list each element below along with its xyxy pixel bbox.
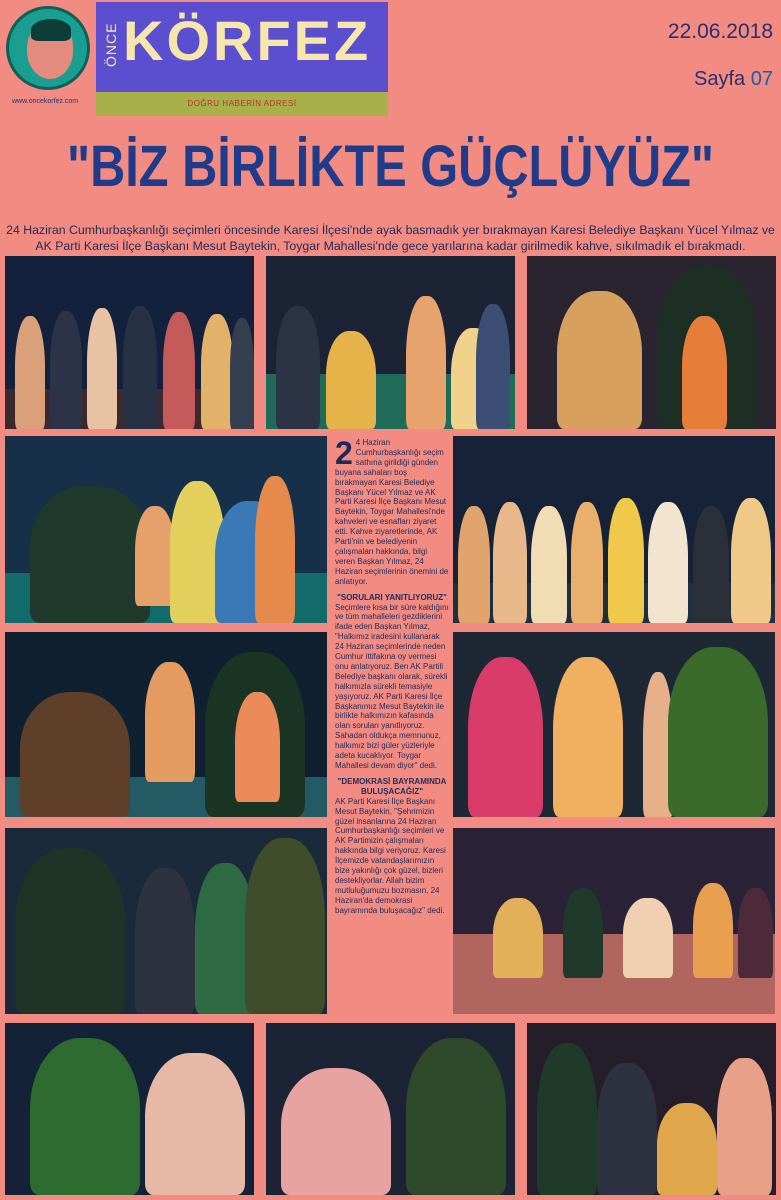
photo-card-table — [266, 256, 515, 429]
page-number-value: 07 — [750, 68, 773, 90]
masthead-slogan: DOĞRU HABERİN ADRESİ — [187, 99, 297, 108]
site-url: www.oncekorfez.com — [12, 98, 79, 105]
article-intro — [335, 435, 449, 587]
portrait-logo — [6, 6, 90, 90]
page-label: Sayfa — [694, 68, 746, 90]
subheading-1: "SORULARI YANITLIYORUZ" — [337, 592, 447, 602]
photo-cafe-tables — [453, 828, 775, 1014]
article-column — [335, 435, 449, 918]
lead-paragraph: 24 Haziran Cumhurbaşkanlığı seçimleri öncesinde Karesi İlçesi'nde ayak basmadık yer bırakmayan Karesi Belediye Başkanı Yücel Yılmaz ve AK Parti Karesi İlçe Başkanı Mesut Baytekin, Toygar Mahallesi'nde gece yarılarına kadar girilmedik kahve, sıkılmadık el bırakmadı. — [6, 223, 775, 253]
article-intro-text: 4 Haziran Cumhurbaşkanlığı seçim sathına girildiği günden buyana sahaları boş bırakmayan Karesi Belediye Başkanı Yücel Yılmaz ve AK Parti Karesi İlçe Başkanı Mesut Baytekin, Toygar Mahallesi'nde kahveleri ve esnafları ziyaret etti. Kahve ziyaretlerinde, AK Parti'nin ve belediyenin çalışmaları hakkında, bilgi veren Başkan Yılmaz, 24 Haziran seçimlerinin önemini de anlatıyor. — [335, 438, 449, 586]
dropcap: 2 — [335, 435, 353, 471]
masthead-once: ÖNCE — [103, 22, 119, 68]
photo-mayor-with-elder — [5, 1023, 254, 1195]
photo-handshake-seated — [5, 632, 327, 817]
photo-handshake-green-jacket — [5, 436, 327, 623]
article-body-1: Seçimlere kısa bir süre kaldığını ve tüm mahalleleri gezdiklerini ifade eden Başkan Yılmaz, "Halkımız iradesini kullanarak 24 Haziran seçimlerinde neden Cumhur ittifakına oy vermesi onu anlatıyoruz. Ben AK Partili Belediye başkanı olarak, sürekli halkımızla sürekli temasiyle yaşıyoruz. AK Parti Karesi İlçe Başkanımız Mesut Baytekin ile birlikte halkımızın kafasında olan soruları yanıtlıyoruz. Sahadan oldukça memnunuz, halkımız bizi güler yüzleriyle adeta kucaklıyor. Toygar Mahallesi devam diyor" dedi. — [335, 602, 449, 770]
photo-group-cafe — [5, 256, 254, 429]
photo-woman-and-youth — [453, 632, 775, 817]
article-body-2: AK Parti Karesi İlçe Başkanı Mesut Baytekin, "Şehrimizin güzel insanlarına 24 Haziran Cumhurbaşkanlığı seçimleri ve AK Partimizin çalışmaları hakkında bilgi veriyoruz. Karesi İlçemizde vatandaşlarımızın bize yakınlığı çok güzel, bizleri destekliyorlar. Allah bizim mutluluğumuzu bozmasın, 24 Haziran'da demokrasi bayramında buluşacağız" dedi. — [335, 796, 446, 915]
page-number — [694, 68, 773, 91]
photo-group-cafe-2 — [527, 1023, 776, 1195]
photo-handshake-cap — [266, 1023, 515, 1195]
subheading-2: "DEMOKRASİ BAYRAMINDA BULUŞACAĞIZ" — [337, 776, 447, 796]
photo-group-standing — [453, 436, 775, 623]
masthead-title: KÖRFEZ — [123, 9, 372, 72]
headline: "BİZ BİRLİKTE GÜÇLÜYÜZ" — [66, 134, 715, 199]
photo-handshake-glasses — [5, 828, 327, 1014]
photo-elderly-man-and-mayor — [527, 256, 776, 429]
issue-date: 22.06.2018 — [667, 20, 773, 43]
